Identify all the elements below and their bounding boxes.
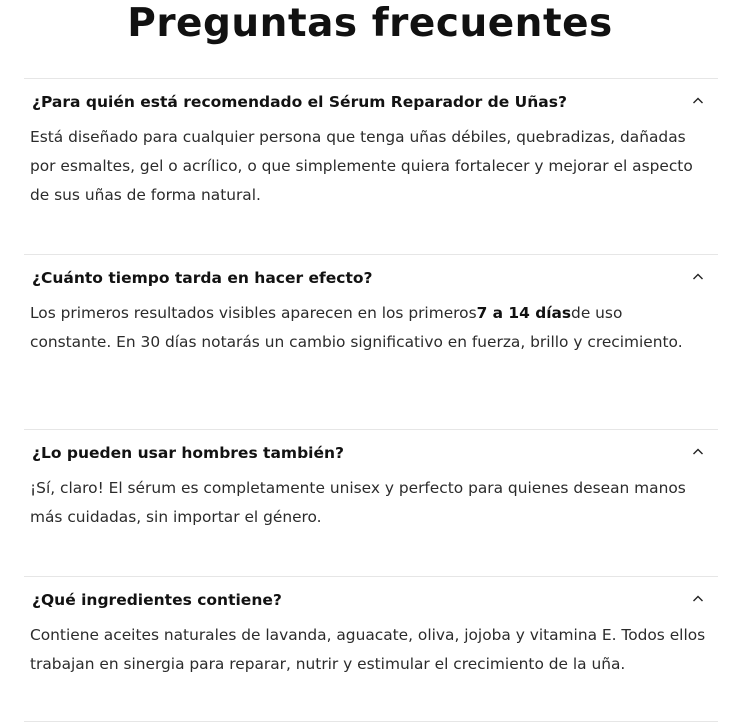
faq-question-toggle[interactable] (24, 79, 718, 125)
faq-answer-text: de uso constante. En 30 días notarás un cambio significativo en fuerza, brillo y crecimiento. (30, 304, 683, 351)
faq-list (24, 78, 718, 722)
faq-question: ¿Cuánto tiempo tarda en hacer efecto? (32, 269, 373, 287)
faq-question-toggle[interactable] (24, 430, 718, 476)
page-title: Preguntas frecuentes (127, 1, 613, 46)
faq-item (24, 78, 718, 254)
faq-question: ¿Para quién está recomendado el Sérum Reparador de Uñas? (32, 93, 567, 111)
chevron-up-icon[interactable] (692, 446, 704, 458)
faq-item (24, 254, 718, 429)
faq-question-toggle[interactable] (24, 577, 718, 623)
chevron-up-icon[interactable] (692, 271, 704, 283)
faq-item (24, 429, 718, 576)
chevron-up-icon[interactable] (692, 95, 704, 107)
faq-question: ¿Lo pueden usar hombres también? (32, 444, 345, 462)
faq-answer: ¡Sí, claro! El sérum es completamente unisex y perfecto para quienes desean manos más cuidadas, sin importar el género. (30, 479, 686, 526)
chevron-up-icon[interactable] (692, 593, 704, 605)
faq-item (24, 576, 718, 722)
faq-answer: Está diseñado para cualquier persona que tenga uñas débiles, quebradizas, dañadas por esmaltes, gel o acrílico, o que simplemente quiera fortalecer y mejorar el aspecto de sus uñas de forma natural. (30, 128, 693, 204)
faq-answer-highlight: 7 a 14 días (476, 304, 572, 322)
faq-question: ¿Qué ingredientes contiene? (32, 591, 282, 609)
faq-answer (24, 299, 718, 357)
faq-answer-text: Los primeros resultados visibles aparecen en los primeros (30, 304, 477, 322)
faq-answer: Contiene aceites naturales de lavanda, aguacate, oliva, jojoba y vitamina E. Todos ellos trabajan en sinergia para reparar, nutrir y estimular el crecimiento de la uña. (30, 626, 706, 673)
faq-question-toggle[interactable] (24, 255, 718, 301)
